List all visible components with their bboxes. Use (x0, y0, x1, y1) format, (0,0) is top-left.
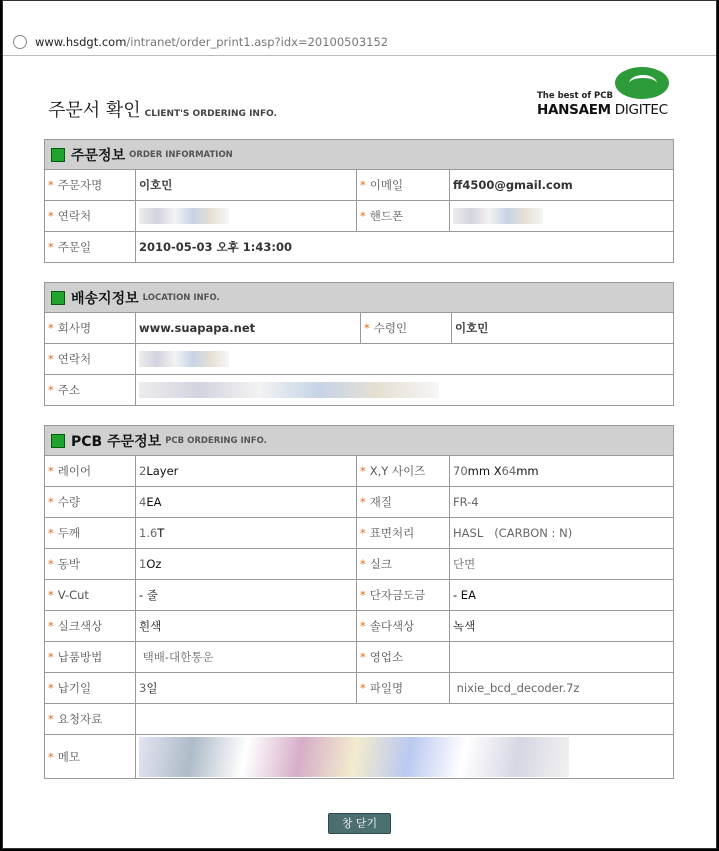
logo-name (537, 102, 668, 118)
address-bar[interactable] (3, 29, 716, 56)
mobile-value (450, 201, 673, 231)
size-y: 64 (501, 464, 517, 478)
green-square-icon (51, 291, 65, 305)
shipping-contact-label: * 연락처 (45, 344, 136, 374)
delivery-value: 택배-대한통운 (136, 642, 357, 672)
request-data-value (136, 704, 673, 734)
email-value: ff4500@gmail.com (453, 178, 573, 192)
thickness-label: * 두께 (45, 518, 136, 548)
mobile-label: * 핸드폰 (357, 201, 450, 231)
page-title (48, 96, 277, 122)
silk-color-value: 흰색 (136, 611, 357, 641)
gold-plating-value: - EA (453, 588, 476, 602)
section-subtitle: ORDER INFORMATION (129, 149, 233, 160)
order-info-section (44, 139, 674, 263)
orderer-value: 이호민 (136, 170, 357, 200)
section-title: 배송지정보 (71, 290, 139, 307)
memo-label: * 메모 (45, 735, 136, 778)
lead-time-unit: 일 (146, 681, 158, 695)
silk-color-label: * 실크색상 (45, 611, 136, 641)
redacted-shipping-contact (139, 351, 229, 367)
file-value[interactable]: nixie_bcd_decoder.7z (453, 681, 580, 695)
size-separator: mm X (467, 464, 502, 478)
table-row (44, 704, 674, 735)
redacted-mobile (453, 208, 543, 224)
sales-office-label: * 영업소 (357, 642, 450, 672)
section-header (44, 139, 674, 170)
table-row (44, 642, 674, 673)
order-date-label: * 주문일 (45, 232, 136, 262)
layer-number: 2 (139, 464, 147, 478)
table-row (44, 549, 674, 580)
table-row (44, 201, 674, 232)
contact-label: * 연락처 (45, 201, 136, 231)
table-row (44, 456, 674, 487)
finish-label: * 표면처리 (357, 518, 450, 548)
finish-value: HASL (CARBON : N) (453, 526, 573, 540)
table-row (44, 313, 674, 344)
globe-icon (13, 35, 27, 49)
solder-color-value: 녹색 (453, 619, 476, 633)
silk-label: * 실크 (357, 549, 450, 579)
table-row (44, 232, 674, 263)
copper-value (136, 549, 357, 579)
logo-name-rest: DIGITEC (610, 102, 668, 118)
material-label: * 재질 (357, 487, 450, 517)
table-row (44, 375, 674, 406)
orderer-label: * 주문자명 (45, 170, 136, 200)
quantity-value (136, 487, 357, 517)
company-logo (537, 67, 672, 119)
lead-time-number: 3 (139, 681, 147, 695)
leaf-logo-icon (615, 67, 669, 99)
table-row (44, 673, 674, 704)
copper-unit: Oz (146, 557, 162, 571)
section-subtitle: PCB ORDERING INFO. (165, 435, 267, 446)
url-host: www.hsdgt.com (35, 35, 127, 49)
email-label: * 이메일 (357, 170, 450, 200)
thickness-value (136, 518, 357, 548)
address-value (136, 375, 673, 405)
table-row (44, 518, 674, 549)
copper-number: 1 (139, 557, 147, 571)
url-text[interactable] (35, 35, 388, 49)
thickness-unit: T (157, 526, 165, 540)
layer-unit: Layer (146, 464, 179, 478)
close-window-button[interactable]: 창 닫기 (328, 813, 391, 834)
page-title-text: 주문서 확인 (48, 100, 141, 121)
memo-value (136, 735, 673, 778)
green-square-icon (51, 148, 65, 162)
company-label: * 회사명 (45, 313, 136, 343)
shipping-info-section (44, 282, 674, 406)
silk-value: 단면 (453, 557, 476, 571)
delivery-label: * 납품방법 (45, 642, 136, 672)
shipping-contact-value (136, 344, 673, 374)
pcb-info-section (44, 425, 674, 779)
size-x: 70 (453, 464, 468, 478)
table-row (44, 611, 674, 642)
table-row (44, 487, 674, 518)
material-value: FR-4 (453, 495, 479, 509)
sales-office-value (450, 642, 673, 672)
vcut-label: * V-Cut (45, 580, 136, 610)
size-unit: mm (516, 464, 539, 478)
size-value (450, 456, 673, 486)
green-square-icon (51, 434, 65, 448)
size-label: * X,Y 사이즈 (357, 456, 450, 486)
vcut-value: - 줄 (136, 580, 357, 610)
request-data-label: * 요청자료 (45, 704, 136, 734)
logo-tagline: The best of PCB (537, 91, 613, 101)
redacted-memo (139, 737, 569, 777)
lead-time-label: * 납기일 (45, 673, 136, 703)
table-row (44, 735, 674, 779)
layer-value (136, 456, 357, 486)
copper-label: * 동박 (45, 549, 136, 579)
solder-color-label: * 솔다색상 (357, 611, 450, 641)
layer-label: * 레이어 (45, 456, 136, 486)
section-subtitle: LOCATION INFO. (142, 292, 220, 303)
file-label: * 파일명 (357, 673, 450, 703)
logo-name-bold: HANSAEM (537, 102, 611, 118)
redacted-contact (139, 208, 229, 224)
company-value: www.suapapa.net (136, 313, 361, 343)
section-header (44, 282, 674, 313)
section-header (44, 425, 674, 456)
section-title: 주문정보 (71, 147, 126, 164)
thickness-number: 1.6 (139, 526, 158, 540)
order-date-value: 2010-05-03 오후 1:43:00 (139, 240, 292, 254)
receiver-label: * 수령인 (361, 313, 452, 343)
url-path: /intranet/order_print1.asp?idx=20100503152 (126, 35, 389, 49)
quantity-label: * 수량 (45, 487, 136, 517)
receiver-value: 이호민 (455, 321, 489, 335)
gold-plating-label: * 단자금도금 (357, 580, 450, 610)
table-row (44, 344, 674, 375)
quantity-number: 4 (139, 495, 147, 509)
address-label: * 주소 (45, 375, 136, 405)
table-row (44, 170, 674, 201)
page-subtitle: CLIENT'S ORDERING INFO. (144, 109, 277, 119)
lead-time-value (136, 673, 357, 703)
section-title: PCB 주문정보 (71, 433, 162, 450)
contact-value (136, 201, 357, 231)
redacted-address (139, 382, 439, 398)
table-row (44, 580, 674, 611)
quantity-unit: EA (146, 495, 162, 509)
